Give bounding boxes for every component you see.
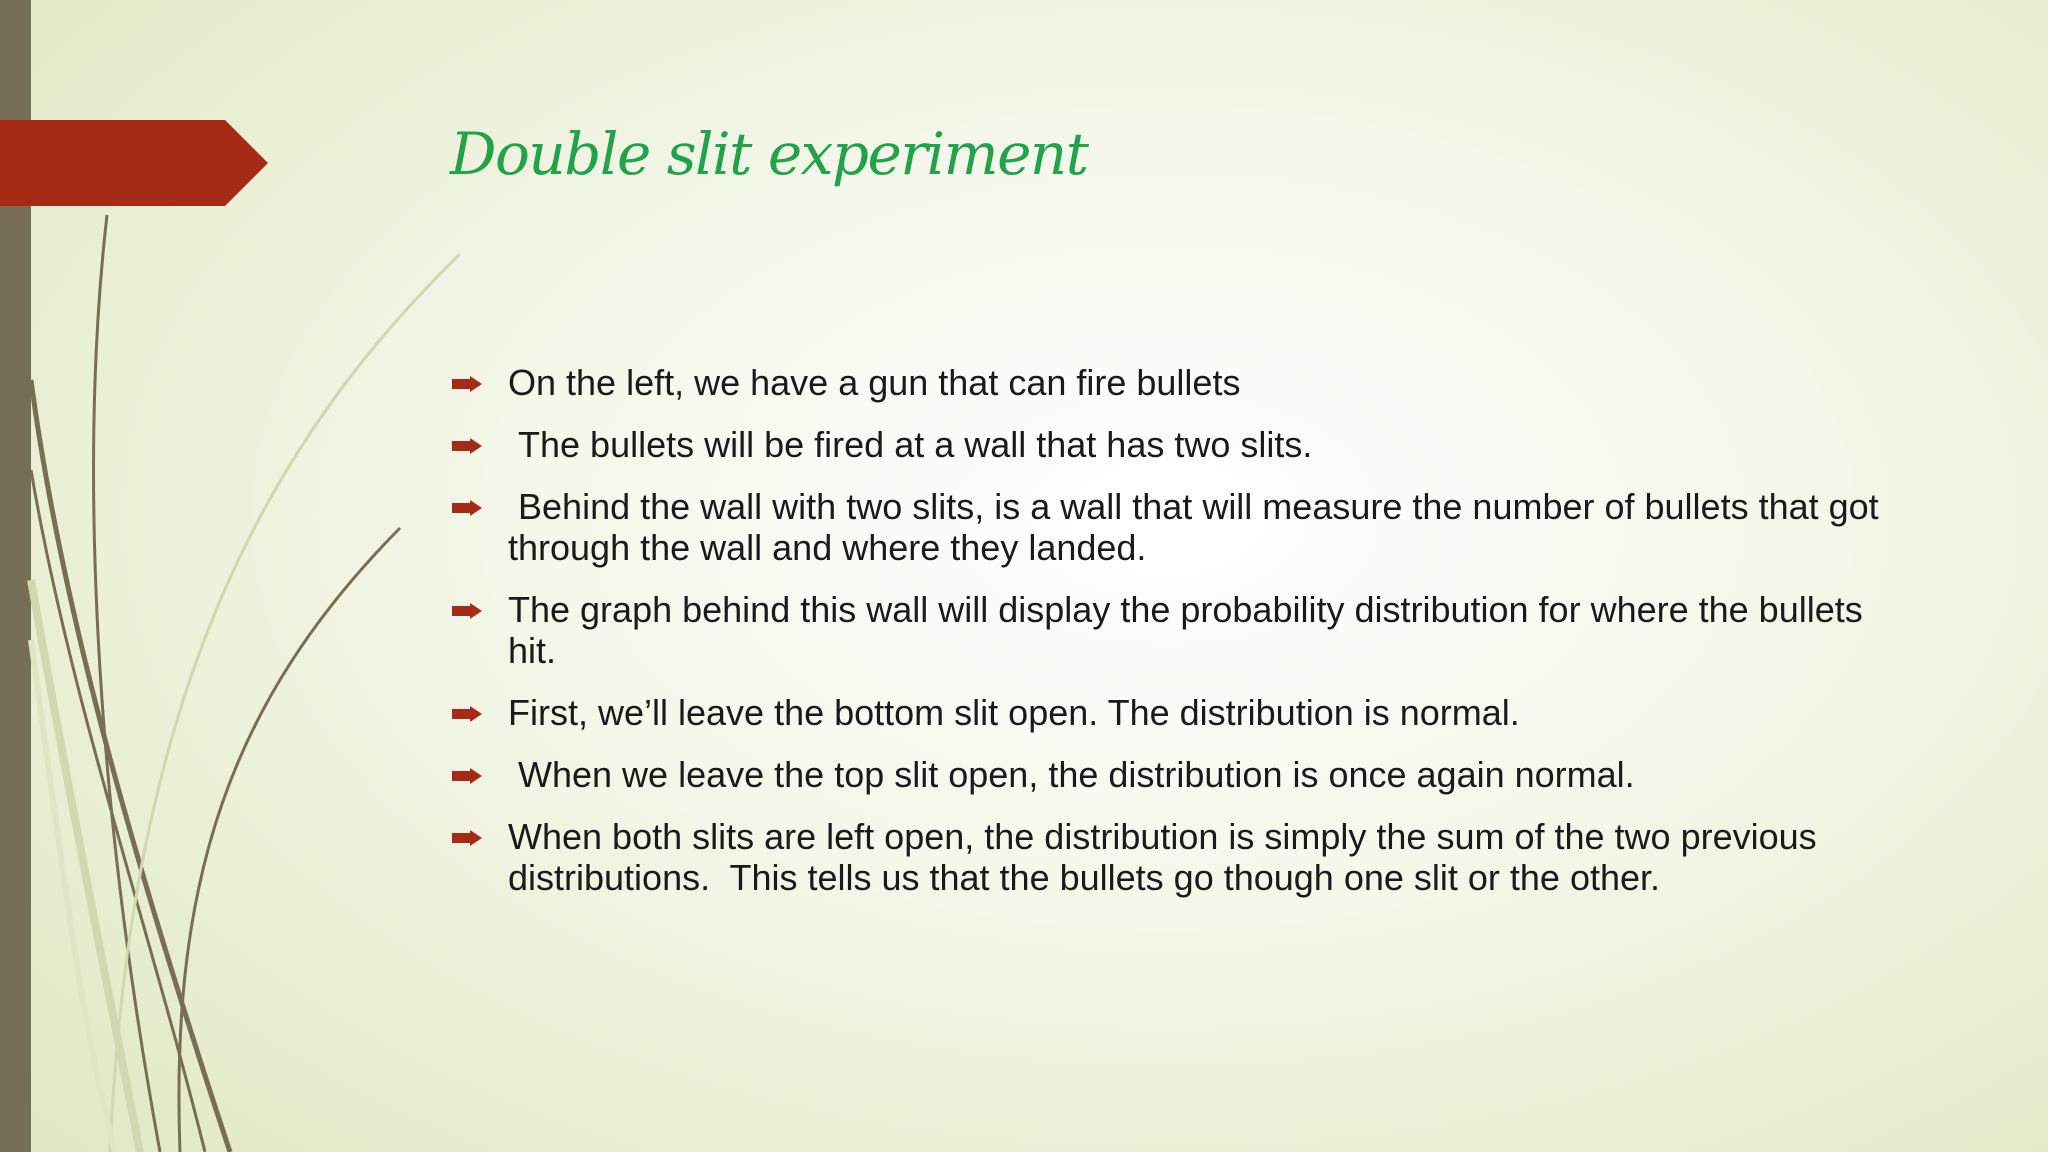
arrow-bullet-icon xyxy=(452,706,482,722)
list-item xyxy=(450,589,1920,671)
arrow-bullet-icon xyxy=(452,830,482,846)
bullet-text: Behind the wall with two slits, is a wall that will measure the number of bullets that got through the wall and where they landed. xyxy=(508,486,1889,568)
bullet-text: The bullets will be fired at a wall that has two slits. xyxy=(508,424,1313,465)
title-flag xyxy=(0,120,270,206)
bullet-list xyxy=(450,362,1920,919)
list-item xyxy=(450,486,1920,568)
arrow-bullet-icon xyxy=(452,438,482,454)
list-item xyxy=(450,816,1920,898)
bullet-text: When both slits are left open, the distribution is simply the sum of the two previous distributions. This tells us that the bullets go though one slit or the other. xyxy=(508,816,1827,898)
arrow-bullet-icon xyxy=(452,500,482,516)
bullet-text: On the left, we have a gun that can fire bullets xyxy=(508,362,1241,403)
arrow-bullet-icon xyxy=(452,603,482,619)
list-item xyxy=(450,424,1920,465)
arrow-bullet-icon xyxy=(452,376,482,392)
arrow-bullet-icon xyxy=(452,768,482,784)
bullet-text: The graph behind this wall will display the probability distribution for where the bullets hit. xyxy=(508,589,1873,671)
list-item xyxy=(450,692,1920,733)
bullet-text: When we leave the top slit open, the distribution is once again normal. xyxy=(508,754,1635,795)
list-item xyxy=(450,362,1920,403)
list-item xyxy=(450,754,1920,795)
slide-title: Double slit experiment xyxy=(450,120,1088,188)
bullet-text: First, we’ll leave the bottom slit open. The distribution is normal. xyxy=(508,692,1520,733)
